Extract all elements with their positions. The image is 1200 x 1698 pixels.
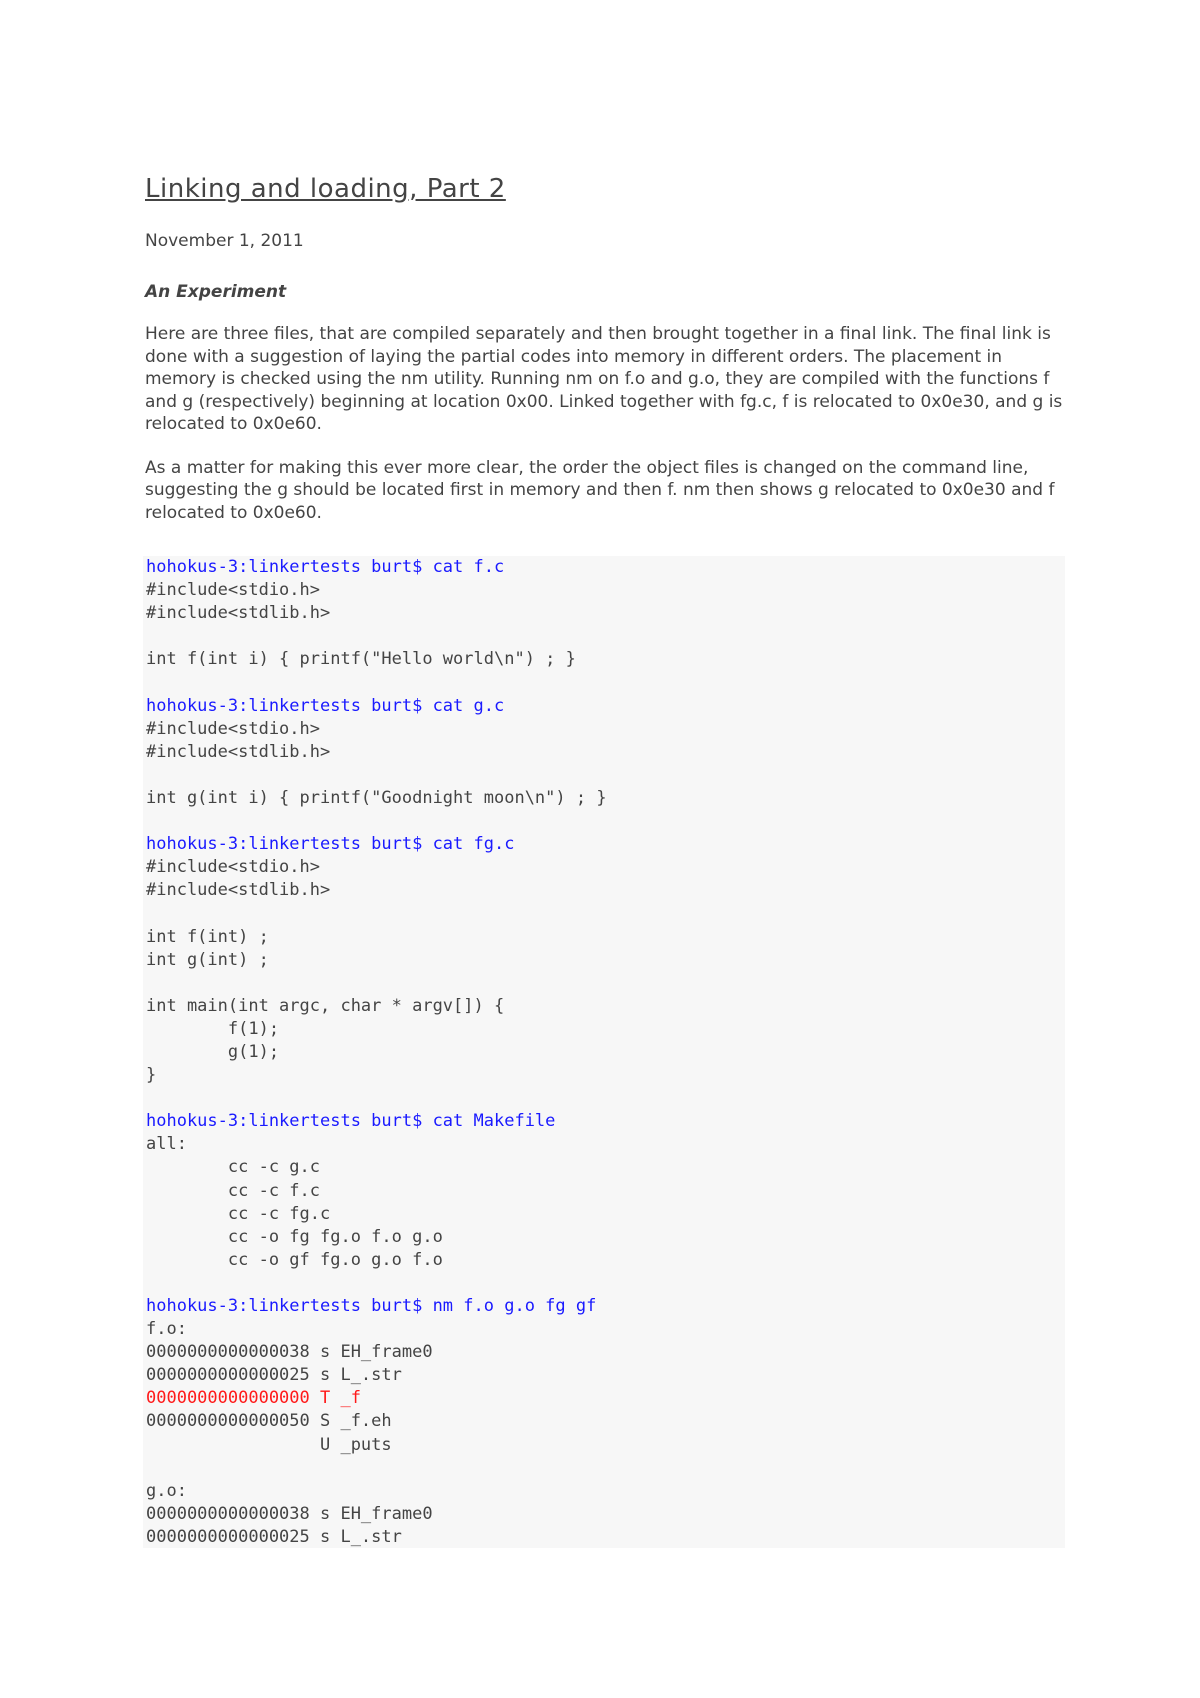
terminal-output-line: int g(int) ;: [146, 949, 269, 970]
terminal-output-line: [146, 902, 1065, 925]
terminal-output-line: cc -o gf fg.o g.o f.o: [146, 1249, 443, 1270]
terminal-output-line: [146, 810, 1065, 833]
terminal-output-line: int f(int) ;: [146, 926, 269, 947]
section-heading: An Experiment: [145, 282, 287, 302]
terminal-output-line: int f(int i) { printf("Hello world\n") ; }: [146, 649, 576, 670]
terminal-output-line: [146, 972, 1065, 995]
terminal-command-line: hohokus-3:linkertests burt$ cat fg.c: [146, 834, 515, 855]
terminal-output-line: f(1);: [146, 1018, 280, 1039]
terminal-command-line: hohokus-3:linkertests burt$ cat g.c: [146, 695, 505, 716]
terminal-output-line: [146, 764, 1065, 787]
terminal-command-line: hohokus-3:linkertests burt$ nm f.o g.o fg gf: [146, 1296, 597, 1316]
terminal-output-line: int main(int argc, char * argv[]) {: [146, 995, 505, 1016]
terminal-output-line: U _puts: [146, 1434, 392, 1455]
terminal-output-line: cc -o fg fg.o f.o g.o: [146, 1226, 443, 1247]
terminal-output-line: g.o:: [146, 1480, 187, 1501]
terminal-output-line: [146, 625, 1065, 648]
terminal-output-line: 0000000000000025 s L_.str: [146, 1526, 402, 1547]
paragraph-order: As a matter for making this ever more clear, the order the object files is changed on the command line, suggesting the g should be located first in memory and then f. nm then shows g relocated to 0x0e30 and f relocated to 0x0e60.: [145, 457, 1055, 523]
terminal-output-line: #include<stdlib.h>: [146, 603, 331, 624]
terminal-output-line: }: [146, 1065, 157, 1086]
terminal-output-line: [146, 1272, 1065, 1295]
article: [145, 170, 1065, 541]
terminal-output-line: #include<stdio.h>: [146, 580, 320, 601]
terminal-output-line: 0000000000000038 s EH_frame0: [146, 1503, 433, 1524]
terminal-output-line: g(1);: [146, 1041, 280, 1062]
terminal-output-line: 0000000000000025 s L_.str: [146, 1365, 402, 1386]
terminal-lines: [143, 556, 1065, 1548]
terminal-highlighted-line: 0000000000000000 T _f: [146, 1388, 361, 1409]
terminal-output-line: cc -c g.c: [146, 1157, 320, 1178]
terminal-output-line: #include<stdio.h>: [146, 857, 320, 878]
terminal-output-block: [143, 556, 1065, 1548]
terminal-output-line: [146, 671, 1065, 694]
terminal-output-line: #include<stdlib.h>: [146, 880, 331, 901]
terminal-output-line: [146, 1457, 1065, 1480]
terminal-output-line: all:: [146, 1134, 187, 1155]
terminal-output-line: cc -c f.c: [146, 1180, 320, 1201]
terminal-command-line: hohokus-3:linkertests burt$ cat Makefile: [146, 1111, 556, 1132]
terminal-output-line: #include<stdio.h>: [146, 718, 320, 739]
paragraph-intro: Here are three files, that are compiled separately and then brought together in a final link. The final link is done with a suggestion of laying the partial codes into memory in different orders. The placement in memory is checked using the nm utility. Running nm on f.o and g.o, they are compiled with the functions f and g (respectively) beginning at location 0x00. Linked together with fg.c, f is relocated to 0x0e30, and g is relocated to 0x0e60.: [145, 324, 1063, 434]
terminal-command-line: hohokus-3:linkertests burt$ cat f.c: [146, 557, 505, 577]
terminal-output-line: cc -c fg.c: [146, 1203, 331, 1224]
terminal-output-line: int g(int i) { printf("Goodnight moon\n") ; }: [146, 787, 607, 808]
terminal-output-line: [146, 1087, 1065, 1110]
terminal-output-line: 0000000000000050 S _f.eh: [146, 1411, 392, 1432]
terminal-output-line: f.o:: [146, 1319, 187, 1340]
post-date: November 1, 2011: [145, 231, 304, 251]
terminal-output-line: #include<stdlib.h>: [146, 741, 331, 762]
terminal-output-line: 0000000000000038 s EH_frame0: [146, 1342, 433, 1363]
page-title[interactable]: Linking and loading, Part 2: [145, 174, 506, 204]
